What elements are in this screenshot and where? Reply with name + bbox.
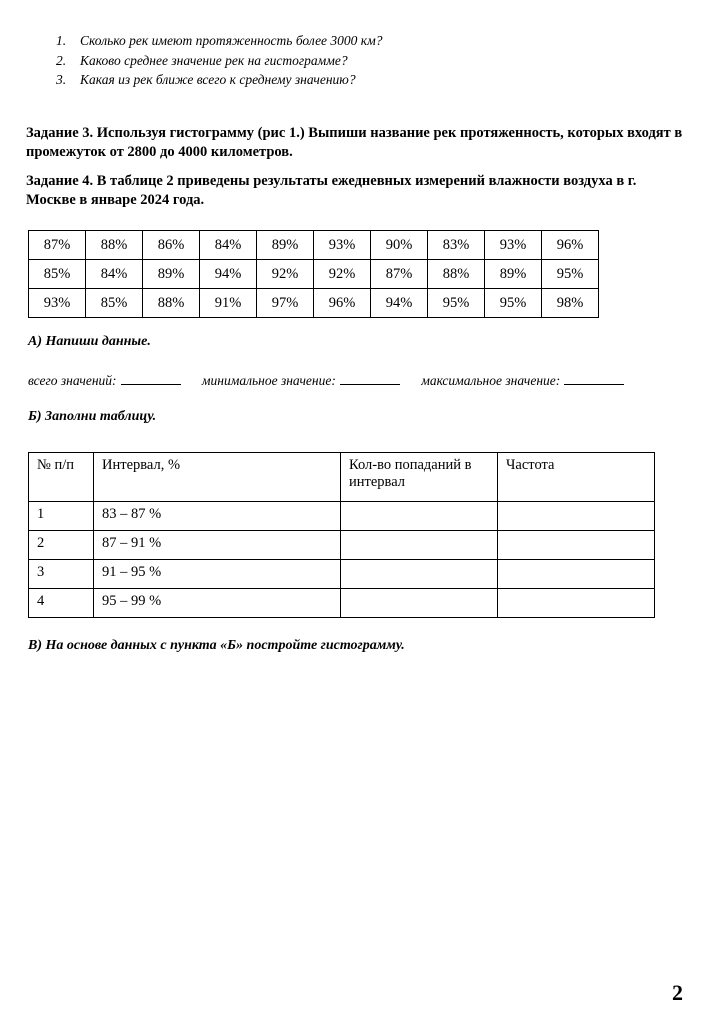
question-list [56, 31, 382, 90]
table-cell: 94% [371, 289, 428, 318]
question-item [56, 31, 382, 51]
question-text: Каково среднее значение рек на гистограмме? [80, 52, 348, 68]
table-cell: 96% [542, 231, 599, 260]
blank-line[interactable] [121, 372, 181, 385]
table-row [29, 260, 599, 289]
table-cell: 83% [428, 231, 485, 260]
table-cell: 93% [29, 289, 86, 318]
frequency-cell[interactable] [498, 531, 655, 560]
header-cell: Кол-во попаданий в интервал [341, 453, 498, 502]
table-row [29, 560, 655, 589]
table-cell: 92% [314, 260, 371, 289]
question-text: Сколько рек имеют протяженность более 3000 км? [80, 33, 383, 48]
count-cell[interactable] [341, 589, 498, 618]
count-cell[interactable] [341, 531, 498, 560]
interval-cell: 91 – 95 % [94, 560, 341, 589]
table-cell: 88% [86, 231, 143, 260]
table-cell: 87% [371, 260, 428, 289]
table-cell: 89% [485, 260, 542, 289]
table-cell: 86% [143, 231, 200, 260]
task-4-text: Задание 4. В таблице 2 приведены результаты ежедневных измерений влажности воздуха в г. Москве в январе 2024 года. [26, 173, 637, 208]
table-cell: 89% [257, 231, 314, 260]
question-number: 3. [56, 72, 67, 87]
interval-cell: 87 – 91 % [94, 531, 341, 560]
row-number: 1 [29, 502, 94, 531]
interval-cell: 95 – 99 % [94, 589, 341, 618]
table-cell: 95% [428, 289, 485, 318]
table-cell: 89% [143, 260, 200, 289]
table-cell: 90% [371, 231, 428, 260]
fill-total [28, 373, 181, 388]
frequency-cell[interactable] [498, 502, 655, 531]
task-3-text: Задание 3. Используя гистограмму (рис 1.) Выпиши название рек протяженность, которых входят в промежуток от 2800 до 4000 километров. [26, 125, 683, 160]
humidity-table [28, 230, 599, 318]
row-number: 3 [29, 560, 94, 589]
row-number: 4 [29, 589, 94, 618]
table-cell: 88% [143, 289, 200, 318]
table-cell: 93% [485, 231, 542, 260]
table-cell: 96% [314, 289, 371, 318]
table-cell: 91% [200, 289, 257, 318]
table-cell: 97% [257, 289, 314, 318]
table-cell: 84% [86, 260, 143, 289]
question-item [56, 70, 382, 90]
header-cell: № п/п [29, 453, 94, 502]
blank-line[interactable] [564, 372, 624, 385]
fill-max-label: максимальное значение: [421, 373, 561, 388]
subtask-b-title: Б) Заполни таблицу. [28, 409, 157, 424]
table-cell: 98% [542, 289, 599, 318]
count-cell[interactable] [341, 502, 498, 531]
table-cell: 93% [314, 231, 371, 260]
question-text: Какая из рек ближе всего к среднему значению? [80, 72, 356, 87]
fill-min-label: минимальное значение: [201, 373, 336, 388]
table-row [29, 289, 599, 318]
count-cell[interactable] [341, 560, 498, 589]
subtask-v-title: В) На основе данных с пункта «Б» постройте гистограмму. [28, 638, 405, 653]
row-number: 2 [29, 531, 94, 560]
frequency-cell[interactable] [498, 560, 655, 589]
table-row [29, 531, 655, 560]
question-number: 2. [56, 52, 67, 68]
table-cell: 94% [200, 260, 257, 289]
table-cell: 87% [29, 231, 86, 260]
table-cell: 95% [485, 289, 542, 318]
fill-in-line [28, 372, 642, 389]
table-cell: 84% [200, 231, 257, 260]
header-cell: Интервал, % [94, 453, 341, 502]
table-cell: 85% [86, 289, 143, 318]
fill-total-label: всего значений: [28, 373, 117, 388]
frequency-cell[interactable] [498, 589, 655, 618]
table-cell: 92% [257, 260, 314, 289]
header-cell: Частота [498, 453, 655, 502]
blank-line[interactable] [340, 372, 400, 385]
table-cell: 85% [29, 260, 86, 289]
table-cell: 95% [542, 260, 599, 289]
question-number: 1. [56, 33, 67, 48]
interval-cell: 83 – 87 % [94, 502, 341, 531]
fill-min [202, 373, 400, 388]
question-item [56, 51, 382, 71]
table-row [29, 589, 655, 618]
table-row [29, 231, 599, 260]
table-header-row [29, 453, 655, 502]
page-number: 2 [672, 980, 683, 1005]
table-cell: 88% [428, 260, 485, 289]
subtask-a-title: А) Напиши данные. [28, 334, 151, 349]
fill-max [421, 373, 624, 388]
frequency-table [28, 452, 655, 618]
table-row [29, 502, 655, 531]
